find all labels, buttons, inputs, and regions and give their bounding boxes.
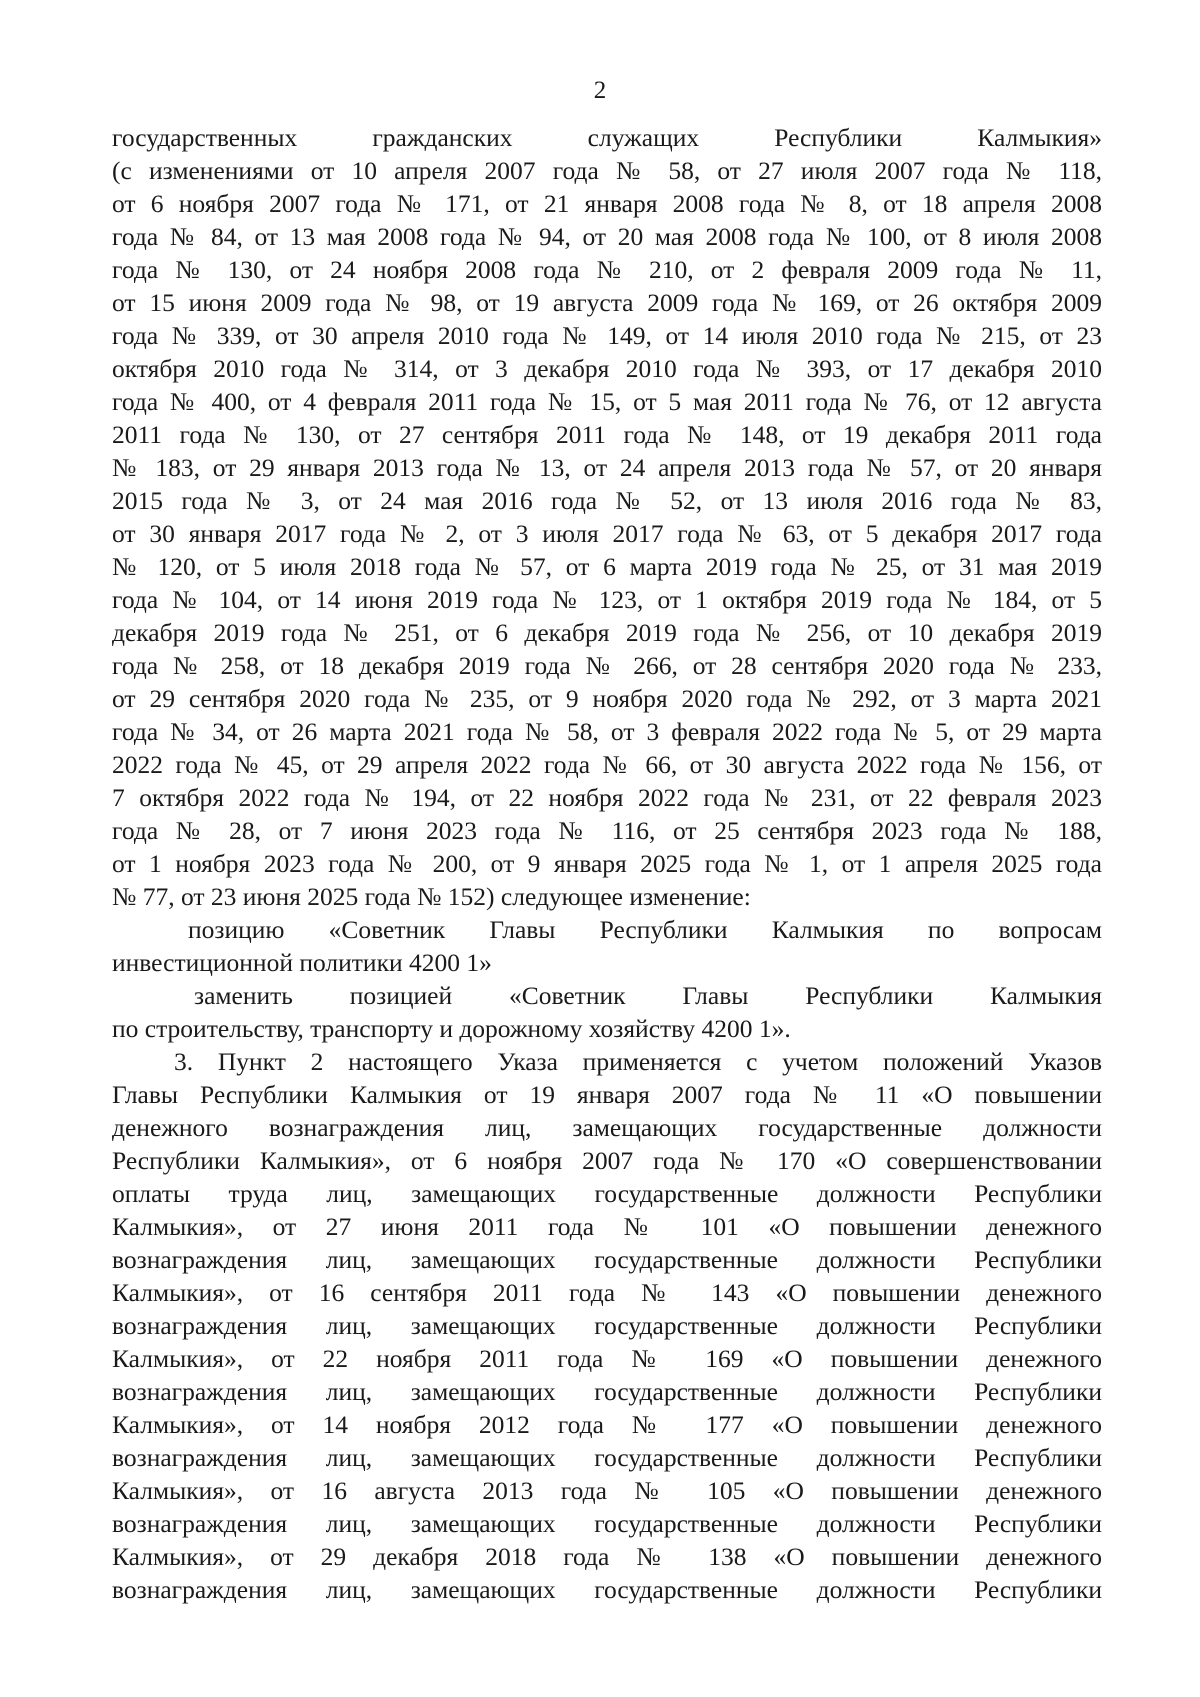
text-line: года № 28, от 7 июня 2023 года № 116, от 25 сентября 2023 года № 188, [112,816,1102,845]
page-number: 2 [593,77,607,104]
text-line: года № 104, от 14 июня 2019 года № 123, от 1 октября 2019 года № 184, от 5 [112,585,1102,614]
text-line: 7 октября 2022 года № 194, от 22 ноября 2022 года № 231, от 22 февраля 2023 [112,783,1102,812]
text-line: № 183, от 29 января 2013 года № 13, от 24 апреля 2013 года № 57, от 20 января [112,453,1102,482]
text-line: заменить позицией «Советник Главы Республики Калмыкия [194,981,1102,1010]
text-line: от 29 сентября 2020 года № 235, от 9 ноября 2020 года № 292, от 3 марта 2021 [112,684,1102,713]
text-line: вознаграждения лиц, замещающих государственные должности Республики [112,1443,1102,1472]
text-line: вознаграждения лиц, замещающих государственные должности Республики [112,1509,1102,1538]
text-line: года № 258, от 18 декабря 2019 года № 266, от 28 сентября 2020 года № 233, [112,651,1102,680]
text-line: октября 2010 года № 314, от 3 декабря 2010 года № 393, от 17 декабря 2010 [112,354,1102,383]
text-line: 2015 года № 3, от 24 мая 2016 года № 52, от 13 июля 2016 года № 83, [112,486,1102,515]
text-line: Калмыкия», от 27 июня 2011 года № 101 «О повышении денежного [112,1212,1102,1241]
text-line: вознаграждения лиц, замещающих государственные должности Республики [112,1245,1102,1274]
text-line: оплаты труда лиц, замещающих государственные должности Республики [112,1179,1102,1208]
text-line: 2011 года № 130, от 27 сентября 2011 года № 148, от 19 декабря 2011 года [112,420,1102,449]
text-line: от 15 июня 2009 года № 98, от 19 августа 2009 года № 169, от 26 октября 2009 [112,288,1102,317]
text-line: года № 84, от 13 мая 2008 года № 94, от 20 мая 2008 года № 100, от 8 июля 2008 [112,222,1102,251]
text-line: от 1 ноября 2023 года № 200, от 9 января 2025 года № 1, от 1 апреля 2025 года [112,849,1102,878]
text-line: вознаграждения лиц, замещающих государственные должности Республики [112,1575,1102,1604]
text-line: вознаграждения лиц, замещающих государственные должности Республики [112,1311,1102,1340]
text-line: (с изменениями от 10 апреля 2007 года № 58, от 27 июля 2007 года № 118, [112,156,1102,185]
text-line: от 6 ноября 2007 года № 171, от 21 января 2008 года № 8, от 18 апреля 2008 [112,189,1102,218]
text-line: вознаграждения лиц, замещающих государственные должности Республики [112,1377,1102,1406]
text-line: года № 400, от 4 февраля 2011 года № 15, от 5 мая 2011 года № 76, от 12 августа [112,387,1102,416]
text-line: Калмыкия», от 29 декабря 2018 года № 138 «О повышении денежного [112,1542,1102,1571]
text-line: года № 339, от 30 апреля 2010 года № 149, от 14 июля 2010 года № 215, от 23 [112,321,1102,350]
text-line: денежного вознаграждения лиц, замещающих государственные должности [112,1113,1102,1142]
text-line: по строительству, транспорту и дорожному хозяйству 4200 1». [112,1014,791,1043]
text-line: государственных гражданских служащих Республики Калмыкия» [112,123,1102,152]
text-line: Калмыкия», от 16 сентября 2011 года № 143 «О повышении денежного [112,1278,1102,1307]
text-line: 3. Пункт 2 настоящего Указа применяется с учетом положений Указов [174,1047,1102,1076]
text-line: 2022 года № 45, от 29 апреля 2022 года № 66, от 30 августа 2022 года № 156, от [112,750,1102,779]
document-body [112,121,1102,1606]
text-line: года № 130, от 24 ноября 2008 года № 210, от 2 февраля 2009 года № 11, [112,255,1102,284]
text-line: Калмыкия», от 22 ноября 2011 года № 169 «О повышении денежного [112,1344,1102,1373]
text-line: декабря 2019 года № 251, от 6 декабря 2019 года № 256, от 10 декабря 2019 [112,618,1102,647]
text-line: Калмыкия», от 16 августа 2013 года № 105 «О повышении денежного [112,1476,1102,1505]
text-line: № 77, от 23 июня 2025 года № 152) следующее изменение: [112,882,751,911]
text-line: № 120, от 5 июля 2018 года № 57, от 6 марта 2019 года № 25, от 31 мая 2019 [112,552,1102,581]
text-line: Республики Калмыкия», от 6 ноября 2007 года № 170 «О совершенствовании [112,1146,1102,1175]
text-line: года № 34, от 26 марта 2021 года № 58, от 3 февраля 2022 года № 5, от 29 марта [112,717,1102,746]
text-line: инвестиционной политики 4200 1» [112,948,492,977]
text-line: позицию «Советник Главы Республики Калмыкия по вопросам [188,915,1102,944]
text-line: Калмыкия», от 14 ноября 2012 года № 177 «О повышении денежного [112,1410,1102,1439]
text-line: от 30 января 2017 года № 2, от 3 июля 2017 года № 63, от 5 декабря 2017 года [112,519,1102,548]
text-line: Главы Республики Калмыкия от 19 января 2007 года № 11 «О повышении [112,1080,1102,1109]
